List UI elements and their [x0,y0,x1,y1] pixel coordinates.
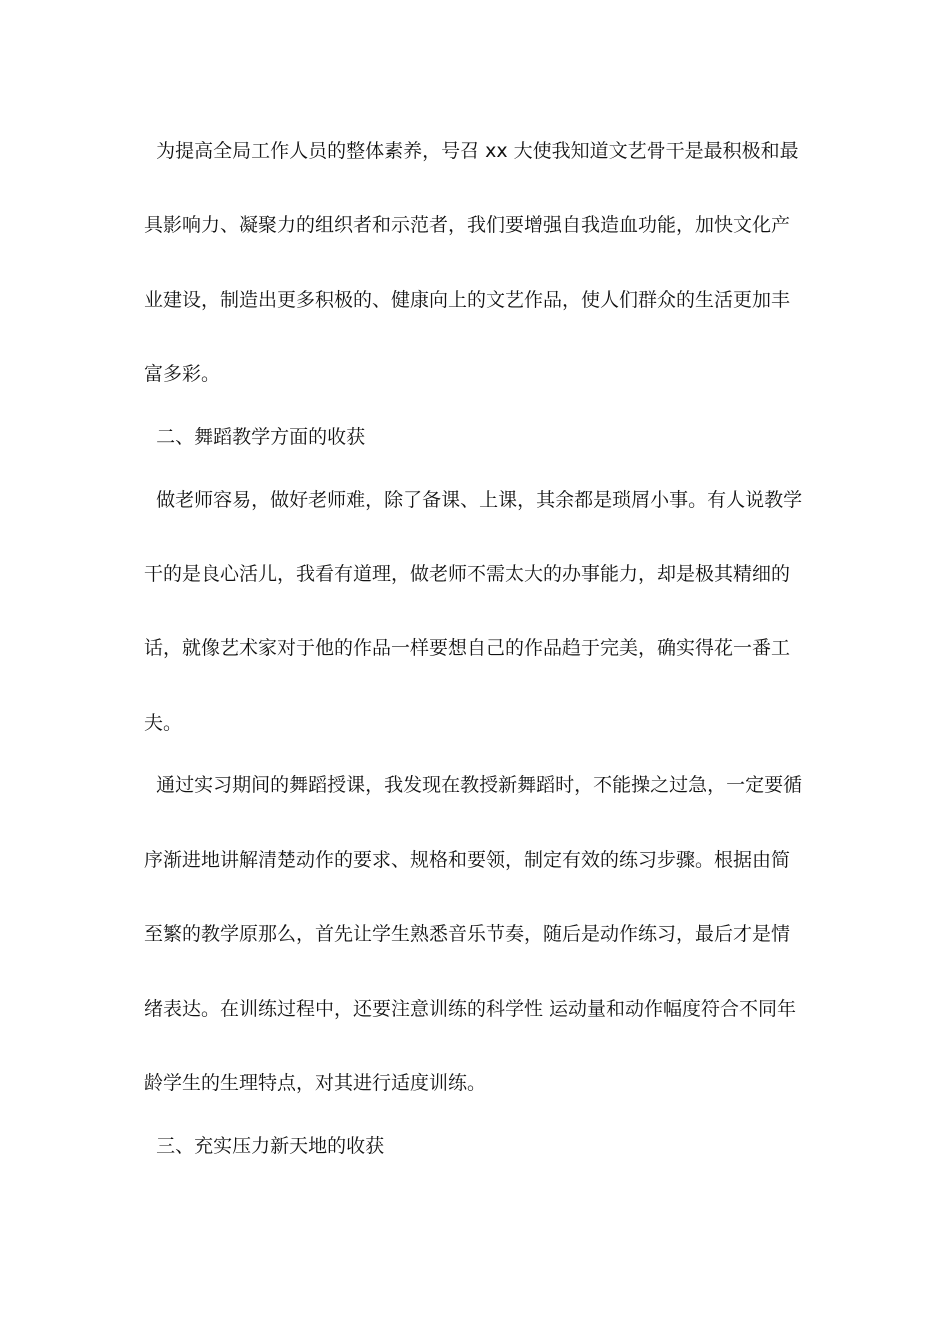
text-line: 具影响力、凝聚力的组织者和示范者，我们要增强自我造血功能，加快文化产 [144,214,791,236]
section-heading: 二、舞蹈教学方面的收获 [144,426,366,448]
text-line: 通过实习期间的舞蹈授课，我发现在教授新舞蹈时，不能操之过急，一定要循 [144,774,803,796]
text-line: 干的是良心活儿，我看有道理，做老师不需太大的办事能力，却是极其精细的 [144,563,791,585]
text-line: 为提高全局工作人员的整体素养，号召 xx 大使我知道文艺骨干是最积极和最 [144,140,799,162]
text-line: 话，就像艺术家对于他的作品一样要想自己的作品趋于完美，确实得花一番工 [144,637,791,659]
text-line: 夫。 [144,712,183,734]
text-line: 至繁的教学原那么，首先让学生熟悉音乐节奏，随后是动作练习，最后才是情 [144,923,791,945]
text-line: 龄学生的生理特点，对其进行适度训练。 [144,1072,487,1094]
text-line: 业建设，制造出更多积极的、健康向上的文艺作品，使人们群众的生活更加丰 [144,289,791,311]
text-line: 绪表达。在训练过程中，还要注意训练的科学性 运动量和动作幅度符合不同年 [144,998,797,1020]
text-line: 序渐进地讲解清楚动作的要求、规格和要领，制定有效的练习步骤。根据由简 [144,849,791,871]
text-line: 富多彩。 [144,363,221,385]
section-heading: 三、充实压力新天地的收获 [144,1135,385,1157]
text-line: 做老师容易，做好老师难，除了备课、上课，其余都是琐屑小事。有人说教学 [144,489,803,511]
